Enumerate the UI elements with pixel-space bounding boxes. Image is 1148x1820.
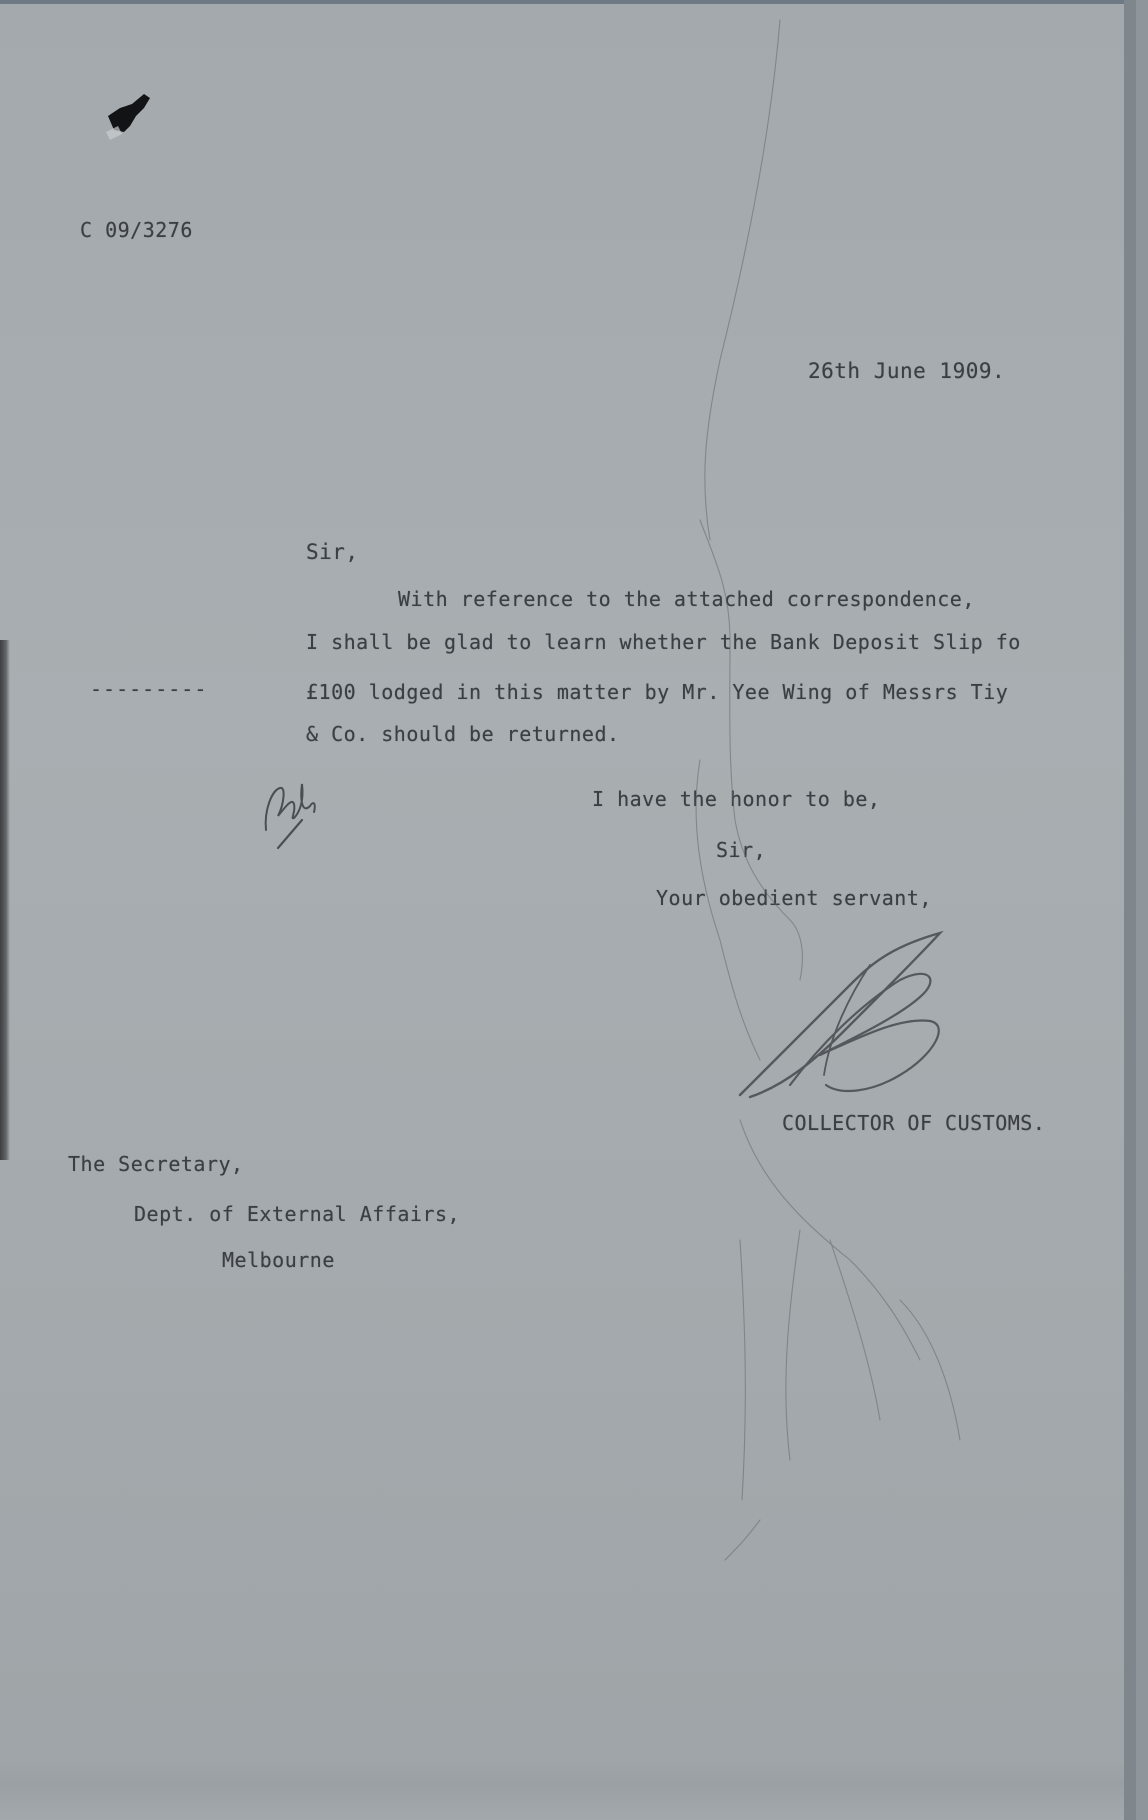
bottom-fold: [0, 1760, 1136, 1820]
closing-line-3: Your obedient servant,: [656, 886, 932, 910]
handwritten-initials: [258, 760, 338, 850]
signature: [730, 925, 950, 1105]
closing-line-2: Sir,: [716, 838, 767, 862]
addressee-line-1: The Secretary,: [68, 1152, 244, 1176]
signatory-title: COLLECTOR OF CUSTOMS.: [782, 1111, 1046, 1135]
letter-date: 26th June 1909.: [808, 359, 1006, 383]
file-reference: C 09/3276: [80, 218, 193, 242]
body-line-1: With reference to the attached correspondence,: [398, 587, 975, 611]
salutation: Sir,: [306, 540, 359, 564]
binding-shadow: [0, 640, 10, 1160]
body-line-4: & Co. should be returned.: [306, 722, 620, 746]
body-line-2: I shall be glad to learn whether the Bank Deposit Slip fo: [306, 630, 1021, 654]
addressee-line-3: Melbourne: [222, 1248, 335, 1272]
ink-blot-mark: [100, 86, 160, 146]
margin-marker: ---------: [90, 677, 208, 701]
closing-line-1: I have the honor to be,: [592, 787, 881, 811]
right-edge: [1124, 0, 1136, 1820]
body-line-3: £100 lodged in this matter by Mr. Yee Wing of Messrs Tiy: [306, 680, 1009, 704]
top-edge: [0, 0, 1136, 4]
addressee-line-2: Dept. of External Affairs,: [134, 1202, 461, 1226]
